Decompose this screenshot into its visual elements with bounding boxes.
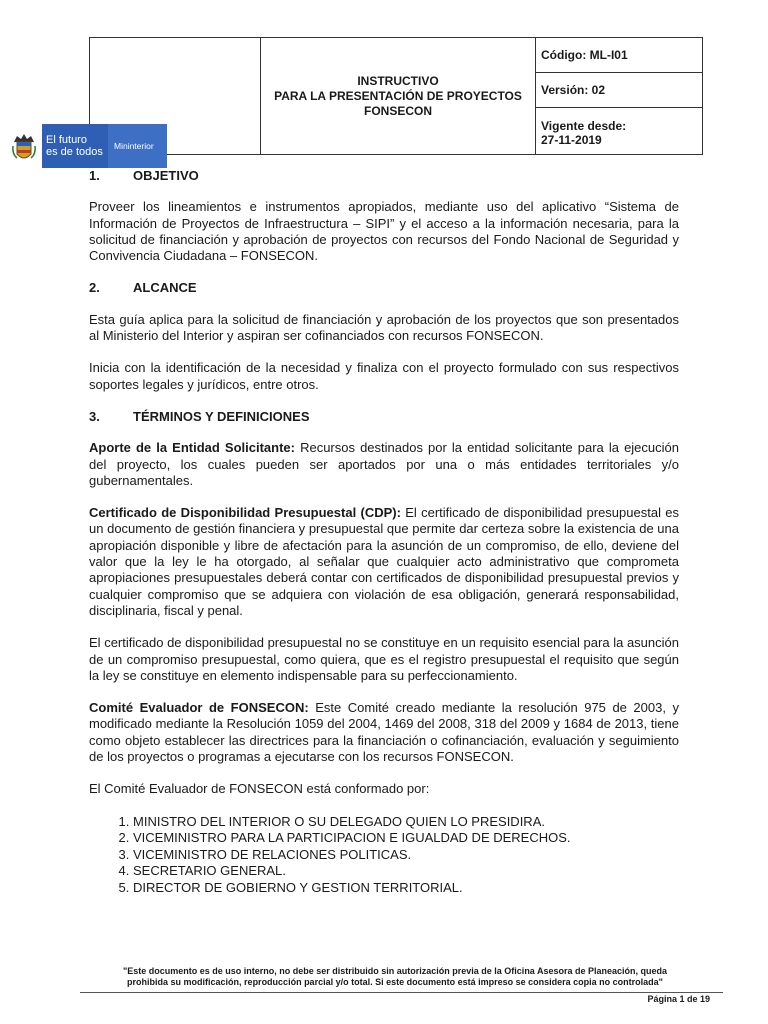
definition-cdp [89, 505, 679, 619]
document-header-table [89, 37, 703, 155]
alcance-paragraph-1: Esta guía aplica para la solicitud de financiación y aprobación de los proyectos que son presentados al Ministerio del Interior y aspiran ser cofinanciados con recursos FONSECON. [89, 311, 679, 344]
section-heading-terminos [89, 409, 679, 425]
section-title: OBJETIVO [133, 168, 199, 183]
section-number: 2. [89, 280, 100, 296]
term-cdp: Certificado de Disponibilidad Presupuestal (CDP): [89, 505, 401, 521]
title-line-1: INSTRUCTIVO [357, 73, 439, 88]
logo-slogan [46, 134, 103, 158]
alcance-paragraph-2: Inicia con la identificación de la necesidad y finaliza con el proyecto formulado con sus respectivos soportes legales y jurídicos, entre otros. [89, 360, 679, 392]
document-body [89, 168, 679, 896]
list-item: 4. SECRETARIO GENERAL. [133, 863, 679, 880]
ministry-logo [10, 124, 167, 168]
section-number: 1. [89, 168, 100, 183]
section-number: 3. [89, 408, 100, 424]
document-code: Código: ML-I01 [536, 38, 702, 73]
comite-members-intro: El Comité Evaluador de FONSECON está conformado por: [89, 781, 430, 797]
title-line-3: FONSECON [363, 103, 432, 118]
definition-cdp-text: El certificado de disponibilidad presupuestal es un documento de gestión financiera y presupuestal que permite dar certeza sobre la existencia de una apropiación disponible y libre de afectación para la asunción de un compromiso, de ello, deviene del valor que la ley le ha otorgado, al señalar que cualquier acto administrativo que comprometa apropiaciones presupuestales deberá contar con certificados de disponibilidad presupuestal previos y cualquier compromiso que se adquiera con violación de esa obligación, generará responsabilidad, disciplinaria, fiscal y penal. [89, 505, 679, 618]
definition-comite [89, 700, 679, 765]
page-number: Página 1 de 19 [647, 994, 710, 1004]
list-item: 5. DIRECTOR DE GOBIERNO Y GESTION TERRITORIAL. [133, 880, 679, 897]
valid-from-label: Vigente desde: [541, 119, 627, 133]
valid-from-date: 27-11-2019 [541, 133, 602, 147]
section-title: ALCANCE [133, 280, 197, 296]
logo-entity-name: Mininterior [114, 141, 154, 151]
term-aporte: Aporte de la Entidad Solicitante: [89, 440, 295, 456]
comite-members-list [89, 814, 679, 897]
section-heading-objetivo [89, 168, 679, 184]
header-meta-cell [536, 38, 702, 154]
list-item: 1. MINISTRO DEL INTERIOR O SU DELEGADO QUIEN LO PRESIDIRA. [133, 814, 679, 831]
slogan-line-1: El futuro [46, 134, 87, 146]
list-item: 3. VICEMINISTRO DE RELACIONES POLITICAS. [133, 847, 679, 864]
footer-notice-line-1: "Este documento es de uso interno, no debe ser distribuido sin autorización previa de la Oficina Asesora de Planeación, queda [122, 966, 668, 976]
slogan-line-2: es de todos [46, 146, 103, 158]
list-item: 2. VICEMINISTRO PARA LA PARTICIPACION E IGUALDAD DE DERECHOS. [133, 830, 679, 847]
term-comite: Comité Evaluador de FONSECON: [89, 700, 309, 716]
objetivo-paragraph: Proveer los lineamientos e instrumentos apropiados, mediante uso del aplicativo “Sistema de Información de Proyectos de Infraestructura – SIPI” y el acceso a la información necesaria, para la solicitud de financiación y aprobación de proyectos con recursos del Fondo Nacional de Seguridad y Convivencia Ciudadana – FONSECON. [89, 199, 679, 264]
footer-notice-line-2: prohibida su modificación, reproducción parcial y/o total. Si este documento está impreso se considera copia no controlada" [127, 977, 663, 987]
footer-divider [80, 992, 723, 993]
footer-notice [80, 966, 710, 988]
definition-comite-text: Este Comité creado mediante la resolución 975 de 2003, y modificado mediante la Resolución 1059 del 2004, 1469 del 2008, 318 del 2009 y 1684 de 2013, tiene como objeto establecer las directrices para la financiación o cofinanciación, evaluación y seguimiento de los proyectos o programas a ejecutarse con los recursos FONSECON. [89, 700, 679, 765]
cdp-paragraph-2: El certificado de disponibilidad presupuestal no se constituye en un requisito esencial para la asunción de un compromiso presupuestal, como quiera, que es el registro presupuestal el requisito que según la ley se constituye en elemento indispensable para su perfeccionamiento. [89, 635, 679, 683]
definition-aporte [89, 440, 679, 489]
section-heading-alcance [89, 280, 679, 296]
definition-aporte-text: Recursos destinados por la entidad solicitante para la ejecución del proyecto, los cuales pueden ser aportados por una o más entidades territoriales y/o gubernamentales. [89, 440, 679, 488]
section-title: TÉRMINOS Y DEFINICIONES [133, 408, 310, 424]
coat-of-arms-icon [10, 124, 38, 168]
document-valid-from [536, 108, 702, 155]
title-line-2: PARA LA PRESENTACIÓN DE PROYECTOS [274, 88, 522, 103]
document-version: Versión: 02 [536, 73, 702, 108]
document-title [261, 38, 536, 154]
